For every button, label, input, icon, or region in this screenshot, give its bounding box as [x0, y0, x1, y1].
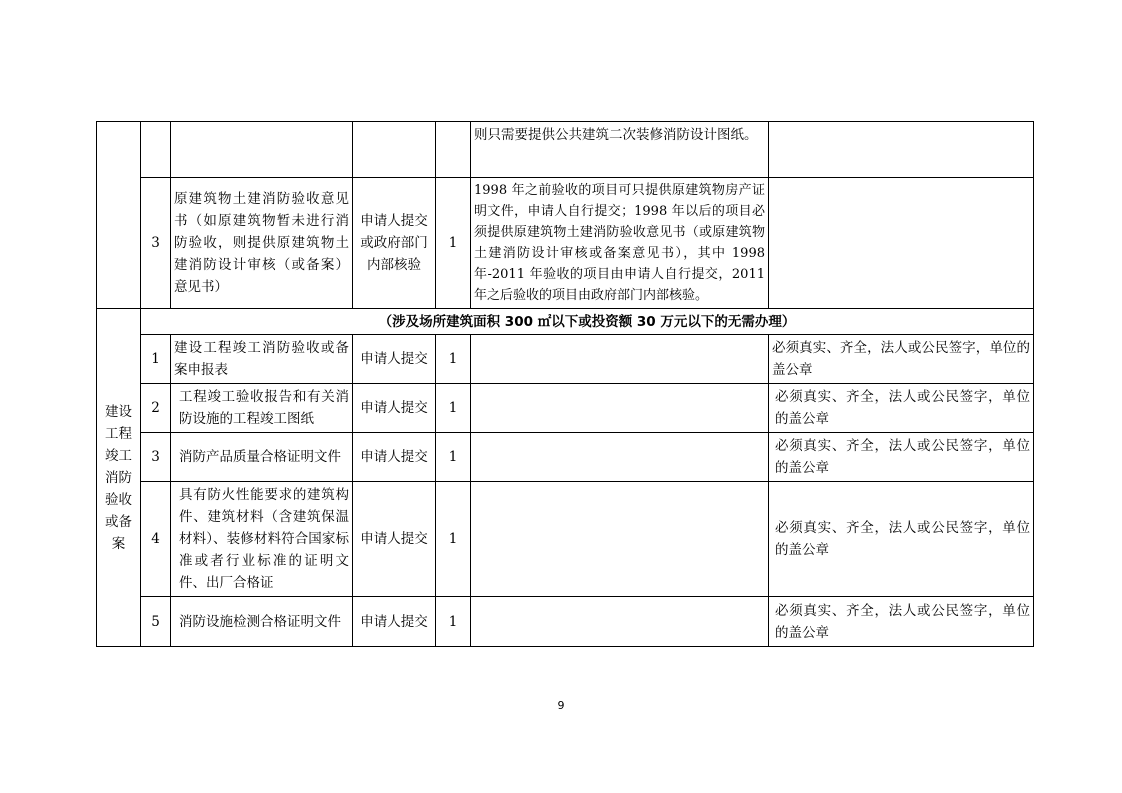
copies: 1 — [436, 384, 471, 433]
requirement — [471, 433, 769, 482]
material-source: 申请人提交 — [353, 597, 436, 647]
requirement: 1998 年之前验收的项目可只提供原建筑物房产证明文件，申请人自行提交；1998 年以后的项目必须提供原建筑物土建消防验收意见书（或原建筑物土建消防设计审核或备案意见书），其中 1998 年-2011 年验收的项目由申请人自行提交，2011 年之后验收的项目由政府部门内部核验。 — [471, 178, 769, 309]
page-number: 9 — [557, 699, 565, 712]
table-row — [97, 482, 1034, 597]
category-cell: 建设工程竣工消防验收或备案 — [97, 309, 141, 647]
remark — [769, 178, 1034, 309]
copies: 1 — [436, 597, 471, 647]
materials-table — [96, 121, 1034, 647]
remark: 必须真实、齐全，法人或公民签字，单位的盖公章 — [769, 597, 1034, 647]
table-row — [97, 384, 1034, 433]
material-name: 工程竣工验收报告和有关消防设施的工程竣工图纸 — [171, 384, 353, 433]
table-row — [97, 178, 1034, 309]
material-source: 申请人提交 — [353, 482, 436, 597]
remark: 必须真实、齐全，法人或公民签字，单位的盖公章 — [769, 335, 1034, 384]
row-number: 4 — [141, 482, 171, 597]
section-banner-row — [97, 309, 1034, 335]
material-source — [353, 122, 436, 178]
material-name: 消防产品质量合格证明文件 — [171, 433, 353, 482]
remark — [769, 122, 1034, 178]
row-number — [141, 122, 171, 178]
requirement — [471, 384, 769, 433]
requirement — [471, 335, 769, 384]
material-source: 申请人提交或政府部门内部核验 — [353, 178, 436, 309]
material-source: 申请人提交 — [353, 433, 436, 482]
requirement — [471, 597, 769, 647]
remark: 必须真实、齐全，法人或公民签字，单位的盖公章 — [769, 482, 1034, 597]
category-cell-continued — [97, 122, 141, 309]
remark: 必须真实、齐全，法人或公民签字，单位的盖公章 — [769, 384, 1034, 433]
material-name: 具有防火性能要求的建筑构件、建筑材料（含建筑保温材料）、装修材料符合国家标准或者行业标准的证明文件、出厂合格证 — [171, 482, 353, 597]
requirement — [471, 482, 769, 597]
copies — [436, 122, 471, 178]
row-number: 2 — [141, 384, 171, 433]
section-banner: （涉及场所建筑面积 300 ㎡以下或投资额 30 万元以下的无需办理） — [141, 309, 1034, 335]
remark: 必须真实、齐全，法人或公民签字，单位的盖公章 — [769, 433, 1034, 482]
copies: 1 — [436, 335, 471, 384]
row-number: 3 — [141, 178, 171, 309]
requirement: 则只需要提供公共建筑二次装修消防设计图纸。 — [471, 122, 769, 178]
table-row — [97, 335, 1034, 384]
copies: 1 — [436, 178, 471, 309]
material-name: 建设工程竣工消防验收或备案申报表 — [171, 335, 353, 384]
row-number: 3 — [141, 433, 171, 482]
material-source: 申请人提交 — [353, 384, 436, 433]
table-row — [97, 597, 1034, 647]
material-name: 原建筑物土建消防验收意见书（如原建筑物暂未进行消防验收，则提供原建筑物土建消防设计审核（或备案）意见书） — [171, 178, 353, 309]
copies: 1 — [436, 482, 471, 597]
material-name — [171, 122, 353, 178]
table-row — [97, 433, 1034, 482]
row-number: 1 — [141, 335, 171, 384]
copies: 1 — [436, 433, 471, 482]
table-row — [97, 122, 1034, 178]
material-name: 消防设施检测合格证明文件 — [171, 597, 353, 647]
row-number: 5 — [141, 597, 171, 647]
material-source: 申请人提交 — [353, 335, 436, 384]
